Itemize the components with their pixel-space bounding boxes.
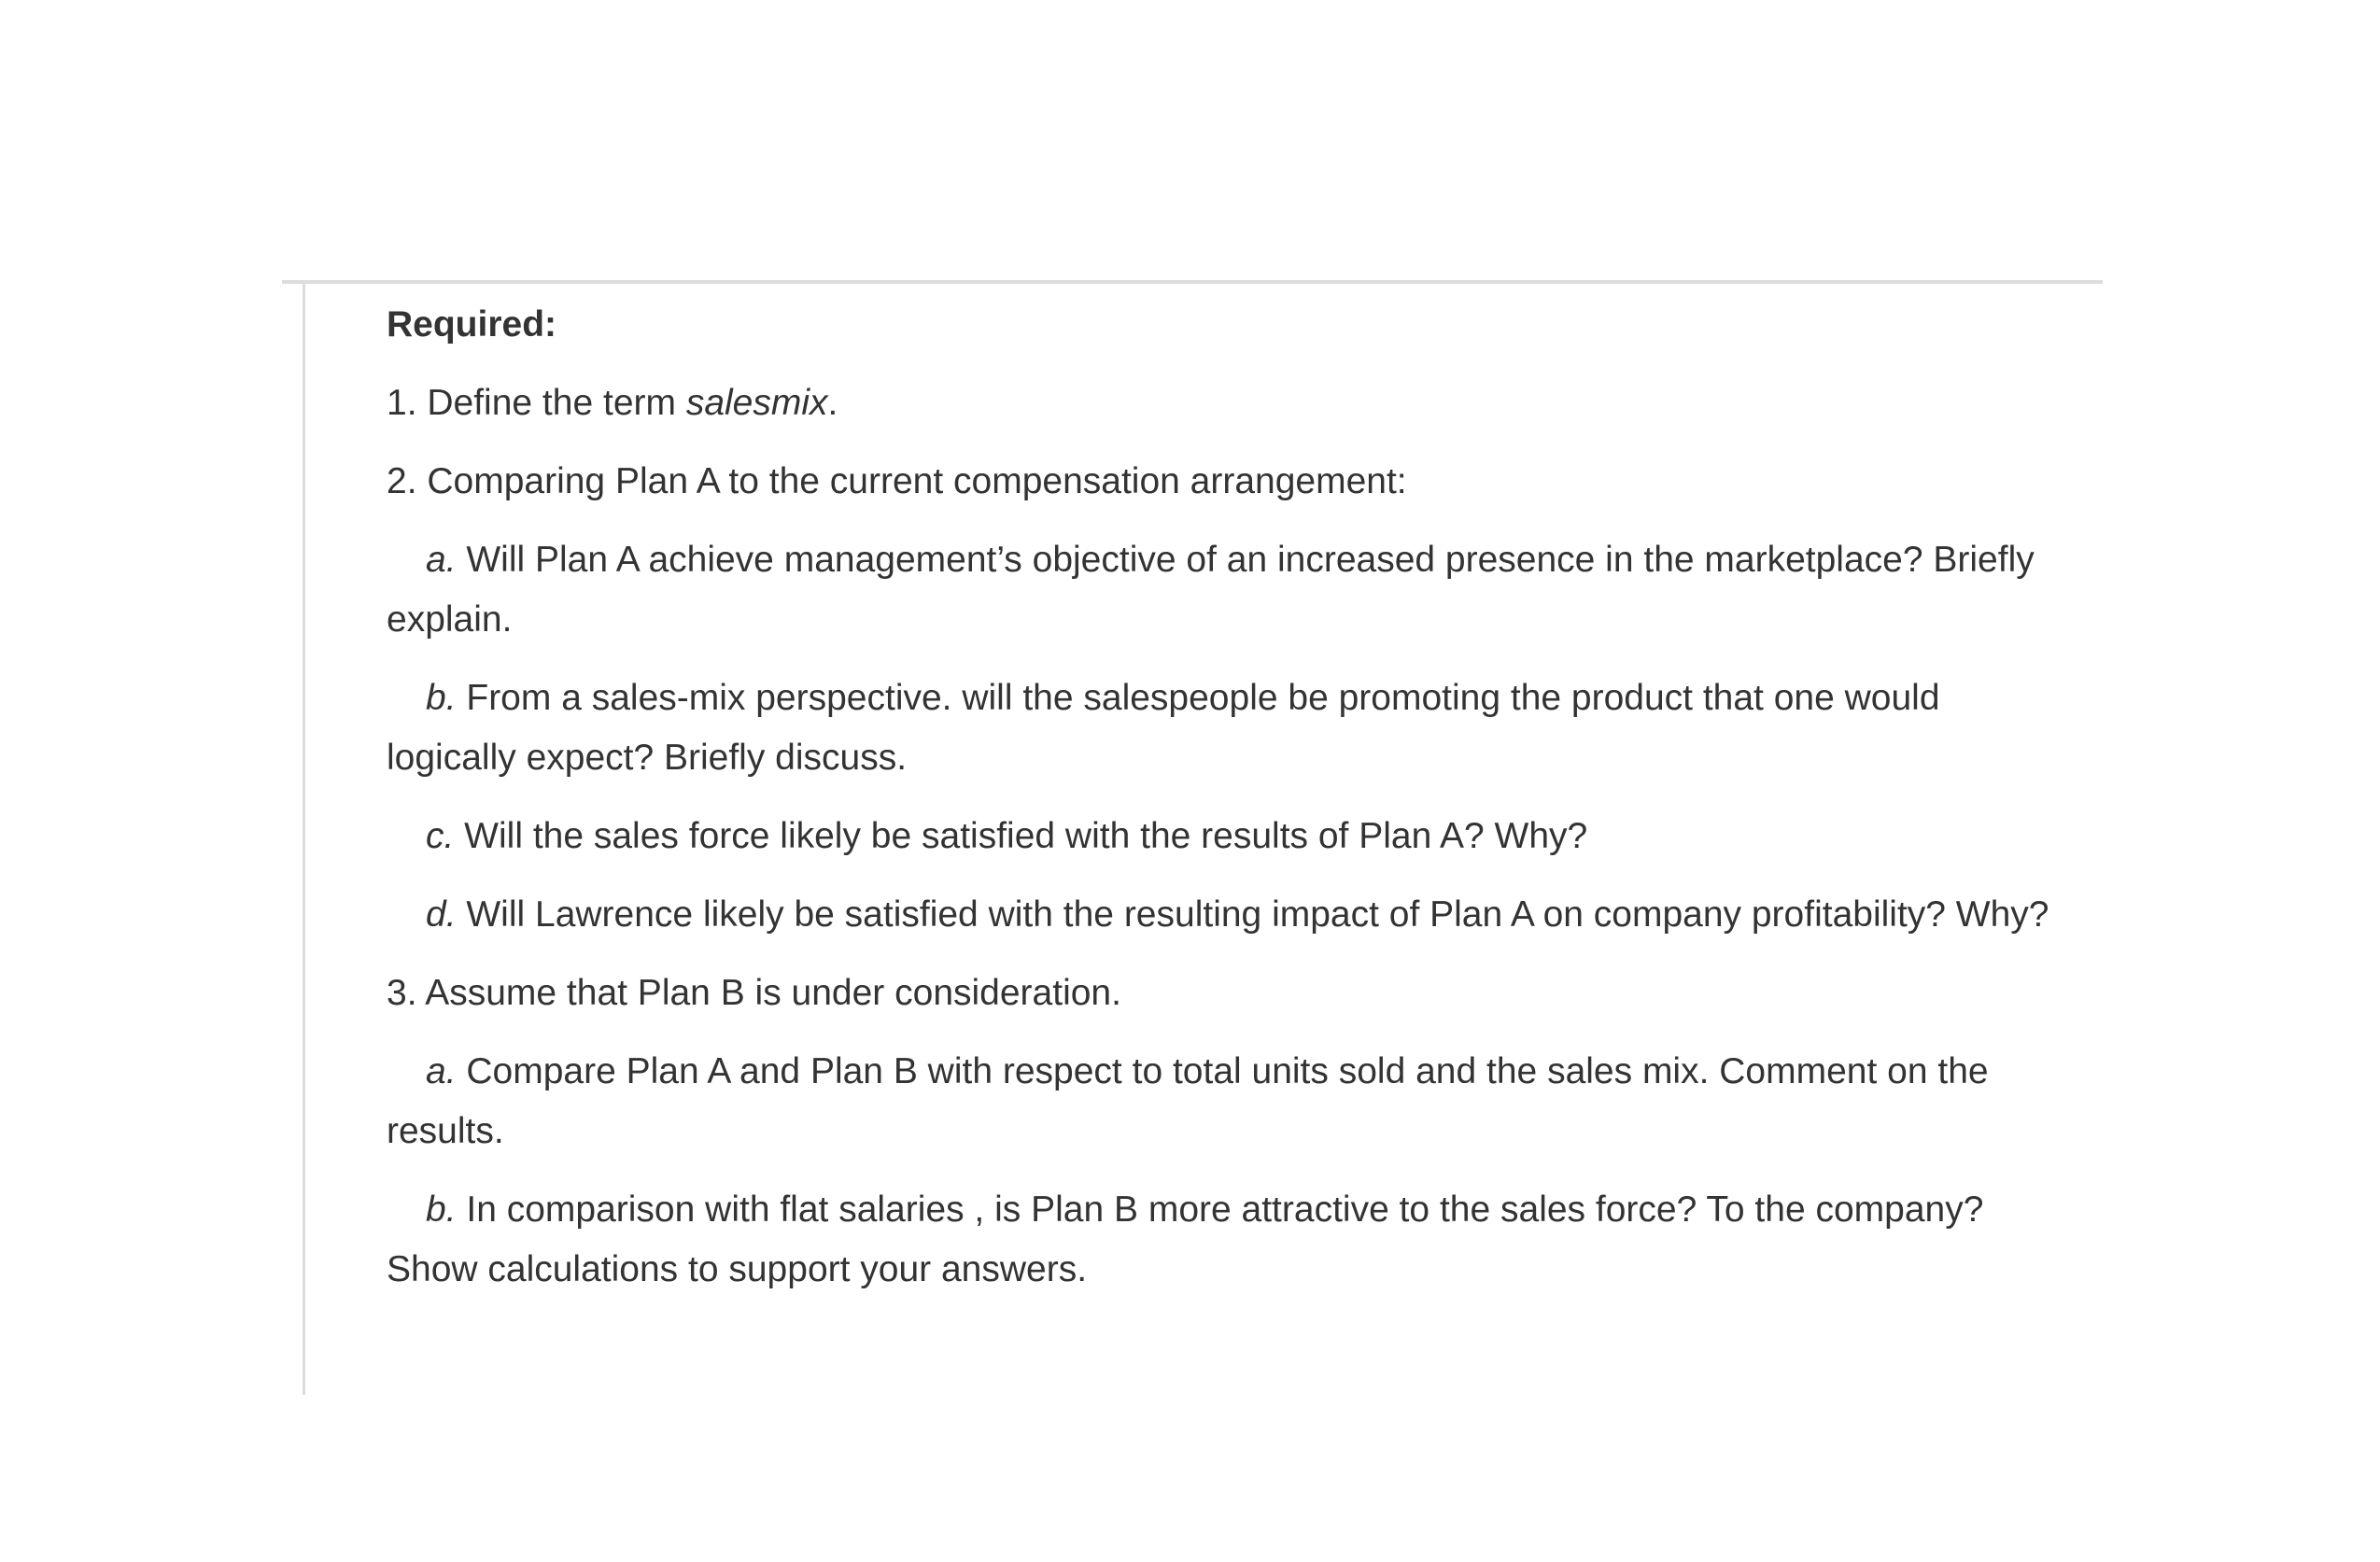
left-border: [303, 284, 305, 1395]
question-2a: [387, 530, 2058, 650]
question-2: 2. Comparing Plan A to the current compensation arrangement:: [387, 461, 1407, 501]
question-2b-text: From a sales-mix perspective. will the salespeople be promoting the product that one would logically expect? Briefly discuss.: [387, 678, 1940, 778]
question-1: [387, 373, 2058, 433]
question-2d: [387, 885, 2058, 945]
question-1-suffix: .: [827, 383, 838, 423]
question-2c-letter: c.: [426, 816, 455, 856]
question-2b-letter: b.: [426, 678, 457, 718]
question-3a-letter: a.: [426, 1051, 457, 1091]
top-divider: [282, 280, 2103, 284]
question-3a-text: Compare Plan A and Plan B with respect to total units sold and the sales mix. Comment on the results.: [387, 1051, 1989, 1151]
question-1-term: salesmix: [685, 383, 828, 423]
question-2a-text: Will Plan A achieve management’s objective of an increased presence in the marketplace? Briefly explain.: [387, 540, 2035, 640]
question-2b: [387, 668, 2058, 788]
question-2c-text: Will the sales force likely be satisfied with the results of Plan A? Why?: [454, 816, 1588, 856]
question-2a-letter: a.: [426, 540, 457, 580]
question-3a: [387, 1042, 2058, 1161]
required-heading: Required:: [387, 304, 557, 345]
question-2d-letter: d.: [426, 894, 457, 935]
question-3b-letter: b.: [426, 1189, 457, 1230]
question-1-prefix: 1. Define the term: [387, 383, 686, 423]
question-2d-text: Will Lawrence likely be satisfied with the resulting impact of Plan A on company profitability? Why?: [456, 894, 2049, 935]
question-3b-text: In comparison with flat salaries , is Plan B more attractive to the sales force? To the company? Show calculations to support your answers.: [387, 1189, 1984, 1289]
question-3: 3. Assume that Plan B is under consideration.: [387, 973, 1121, 1013]
question-2c: [387, 807, 2058, 866]
question-content: [387, 295, 2058, 1318]
question-3b: [387, 1180, 2058, 1300]
